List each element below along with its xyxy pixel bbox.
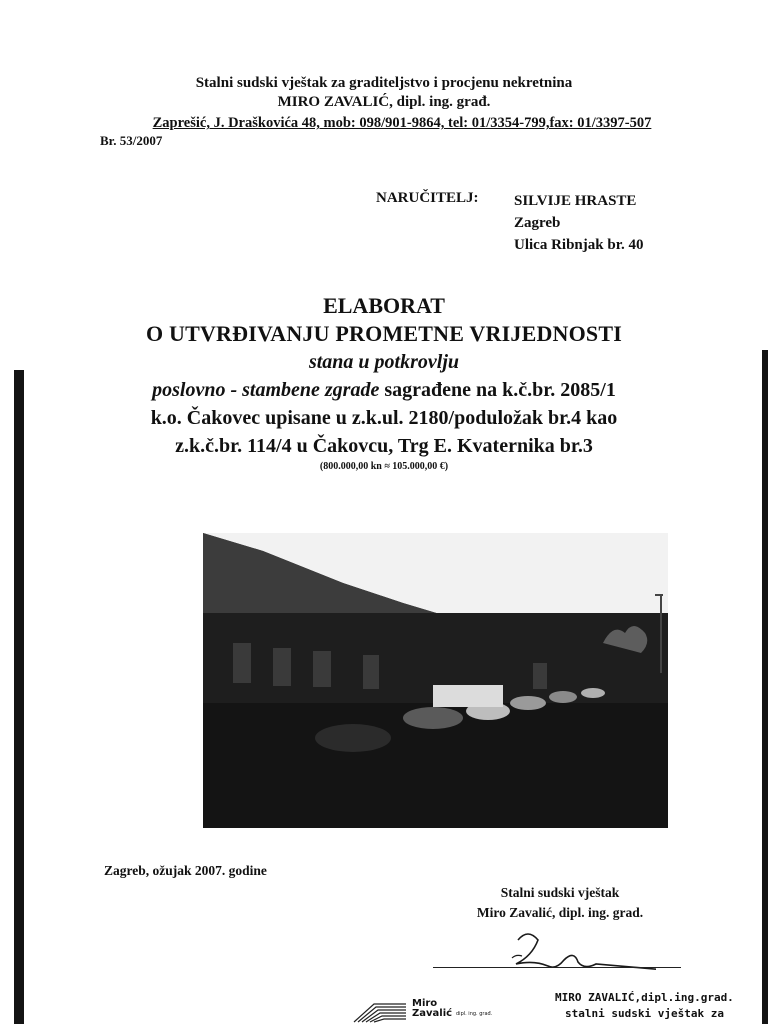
stamp-logo-icon [352, 1002, 408, 1024]
title-line-4-italic: poslovno - stambene zgrade [152, 379, 380, 401]
company-stamp-logo [352, 996, 504, 1024]
photo-window [363, 655, 379, 689]
place-date: Zagreb, ožujak 2007. godine [104, 863, 267, 878]
photo-car [315, 724, 391, 752]
letterhead-name: MIRO ZAVALIĆ, dipl. ing. građ. [277, 94, 491, 110]
signatory-name: Miro Zavalić, dipl. ing. grad. [476, 905, 644, 920]
stamp-logo-name-2: Zavalić [412, 1008, 453, 1019]
client-address [514, 190, 643, 256]
signatory-title: Stalni sudski vještak [500, 885, 620, 900]
title-line-1: ELABORAT [323, 293, 445, 318]
stamp-logo-suffix: dipl. ing. građ. [456, 1011, 493, 1017]
letterhead-title: Stalni sudski vještak za graditeljstvo i procjenu nekretnina [195, 75, 573, 91]
photo-car [403, 707, 463, 729]
client-label: NARUČITELJ: [376, 190, 479, 206]
reference-number: Br. 53/2007 [100, 133, 163, 148]
client-name: SILVIJE HRASTE [514, 193, 637, 209]
title-line-2: O UTVRĐIVANJU PROMETNE VRIJEDNOSTI [146, 321, 622, 346]
letterhead [0, 74, 768, 131]
photo-window [233, 643, 251, 683]
photo-window [313, 651, 331, 687]
title-line-5: k.o. Čakovec upisane u z.k.ul. 2180/poduložak br.4 kao [150, 407, 618, 429]
photo-car [581, 688, 605, 698]
client-city: Zagreb [514, 215, 561, 231]
title-line-3: stana u potkrovlju [308, 351, 460, 373]
title-line-6: z.k.č.br. 114/4 u Čakovcu, Trg E. Kvaternika br.3 [175, 435, 593, 457]
letterhead-contact: Zaprešić, J. Draškovića 48, mob: 098/901-9864, tel: 01/3354-799,fax: 01/3397-507 [152, 115, 652, 131]
photo-window [273, 648, 291, 686]
client-street: Ulica Ribnjak br. 40 [514, 237, 644, 253]
signature-line [433, 967, 681, 968]
report-title [0, 292, 768, 474]
photo-van [433, 685, 503, 707]
building-photo [203, 533, 668, 828]
stamp-line-1: MIRO ZAVALIĆ,dipl.ing.grad. [555, 991, 734, 1004]
official-stamp [555, 990, 745, 1022]
title-line-4-rest: sagrađene na k.č.br. 2085/1 [379, 379, 616, 401]
stamp-logo-name-1: Miro [412, 998, 438, 1009]
photo-car [549, 691, 577, 703]
estimated-value: (800.000,00 kn ≈ 105.000,00 €) [319, 461, 449, 472]
photo-car [510, 696, 546, 710]
stamp-line-2: stalni sudski vještak za [565, 1007, 724, 1020]
signatory-block [470, 883, 650, 923]
photo-window [533, 663, 547, 689]
title-line-4 [0, 376, 768, 404]
